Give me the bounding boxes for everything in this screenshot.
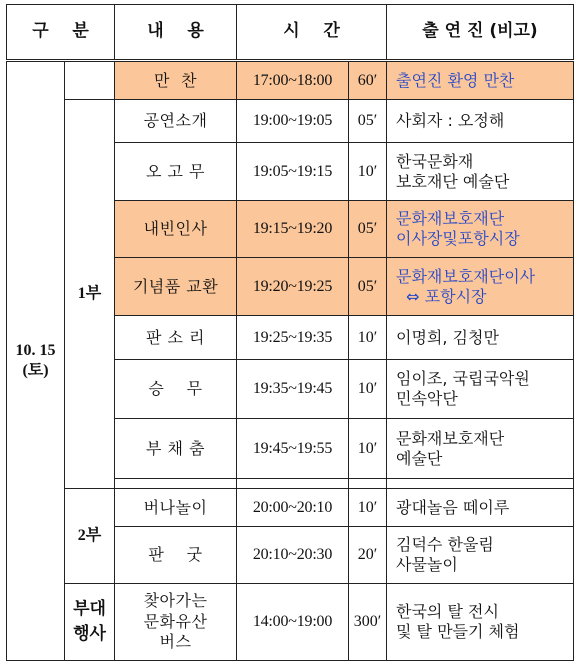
- content-cell: 판 굿: [115, 527, 237, 584]
- header-time: 시 간: [237, 5, 387, 61]
- content-cell: 공연소개: [115, 100, 237, 143]
- time-cell: 19:45~19:55: [237, 419, 349, 479]
- duration-cell: 10′: [349, 360, 387, 419]
- time-cell: 20:00~20:10: [237, 489, 349, 527]
- side-event-cell: 부대 행사: [65, 584, 115, 661]
- content-cell: 만 찬: [115, 61, 237, 100]
- duration-cell: 10′: [349, 143, 387, 201]
- part-1-cell: 1부: [65, 100, 115, 489]
- empty-cell: [65, 61, 115, 100]
- header-content: 내 용: [115, 5, 237, 61]
- time-cell: 19:05~19:15: [237, 143, 349, 201]
- empty-cell: [115, 479, 237, 489]
- time-cell: 19:20~19:25: [237, 258, 349, 316]
- note-cell: 김덕수 한울림 사물놀이: [387, 527, 574, 584]
- day-cell: 10. 15 (토): [7, 61, 65, 661]
- note-cell: 문화재보호재단 예술단: [387, 419, 574, 479]
- program-schedule-table: [6, 4, 574, 661]
- time-cell: 20:10~20:30: [237, 527, 349, 584]
- header-note: 출 연 진 (비고): [387, 5, 574, 61]
- part-2-cell: 2부: [65, 489, 115, 584]
- duration-cell: 05′: [349, 201, 387, 258]
- time-cell: 17:00~18:00: [237, 61, 349, 100]
- empty-cell: [237, 479, 349, 489]
- content-cell: 부 채 춤: [115, 419, 237, 479]
- note-cell: 사회자 : 오정해: [387, 100, 574, 143]
- table-row: [7, 61, 574, 100]
- content-cell: 버나놀이: [115, 489, 237, 527]
- duration-cell: 60′: [349, 61, 387, 100]
- duration-cell: 05′: [349, 100, 387, 143]
- time-cell: 14:00~19:00: [237, 584, 349, 661]
- note-cell: 임이조, 국립국악원 민속악단: [387, 360, 574, 419]
- note-cell: 문화재보호재단이사 ⇔ 포항시장: [387, 258, 574, 316]
- empty-cell: [349, 479, 387, 489]
- time-cell: 19:35~19:45: [237, 360, 349, 419]
- time-cell: 19:25~19:35: [237, 316, 349, 360]
- header-category: 구 분: [7, 5, 115, 61]
- note-cell: 한국의 탈 전시 및 탈 만들기 체험: [387, 584, 574, 661]
- empty-cell: [387, 479, 574, 489]
- note-cell: 문화재보호재단 이사장및포항시장: [387, 201, 574, 258]
- table-row: [7, 100, 574, 143]
- note-cell: 광대놀음 떼이루: [387, 489, 574, 527]
- time-cell: 19:00~19:05: [237, 100, 349, 143]
- duration-cell: 300′: [349, 584, 387, 661]
- header-row: [7, 5, 574, 61]
- time-cell: 19:15~19:20: [237, 201, 349, 258]
- content-cell: 판 소 리: [115, 316, 237, 360]
- content-cell: 기념품 교환: [115, 258, 237, 316]
- note-cell: 출연진 환영 만찬: [387, 61, 574, 100]
- content-cell: 찾아가는 문화유산 버스: [115, 584, 237, 661]
- content-cell: 오 고 무: [115, 143, 237, 201]
- note-cell: 이명희, 김청만: [387, 316, 574, 360]
- content-cell: 승 무: [115, 360, 237, 419]
- table-row: [7, 584, 574, 661]
- duration-cell: 10′: [349, 316, 387, 360]
- duration-cell: 20′: [349, 527, 387, 584]
- duration-cell: 10′: [349, 489, 387, 527]
- note-cell: 한국문화재 보호재단 예술단: [387, 143, 574, 201]
- content-cell: 내빈인사: [115, 201, 237, 258]
- duration-cell: 05′: [349, 258, 387, 316]
- table-row: [7, 489, 574, 527]
- duration-cell: 10′: [349, 419, 387, 479]
